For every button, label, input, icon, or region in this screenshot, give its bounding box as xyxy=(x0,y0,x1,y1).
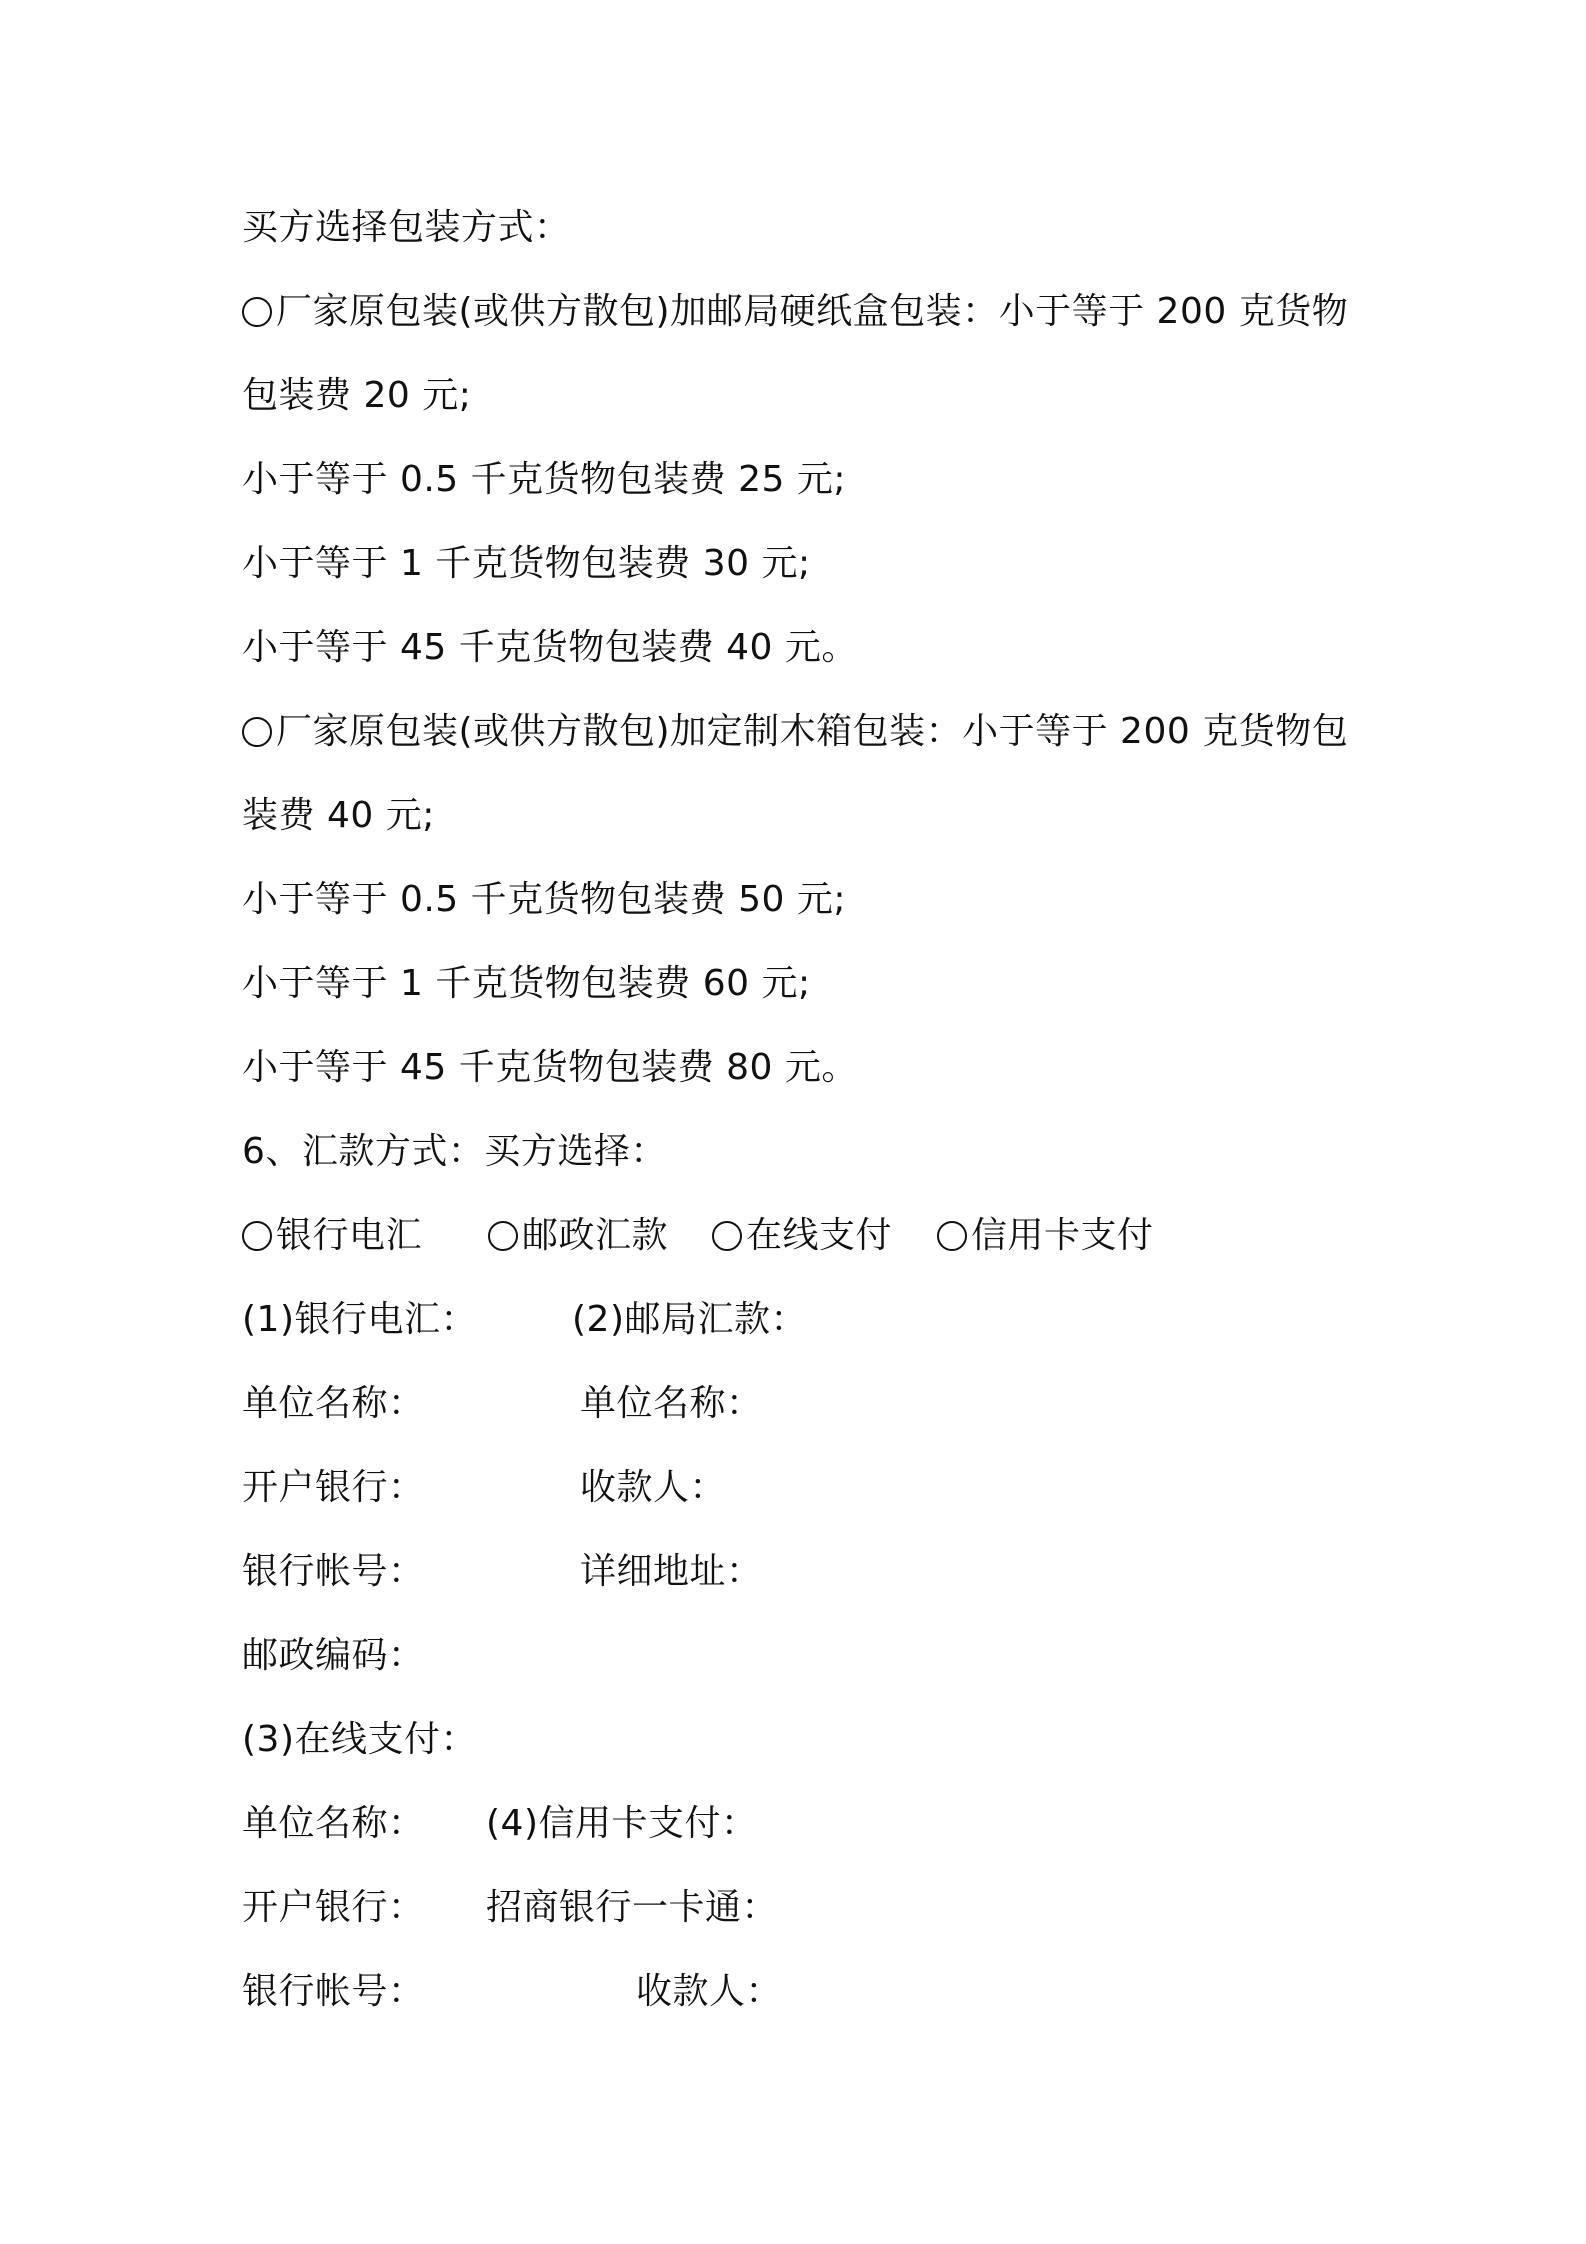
radio-circle-icon[interactable] xyxy=(242,1221,272,1251)
online-account: 银行帐号： xyxy=(242,1971,425,2012)
bank-name: 开户银行： xyxy=(242,1467,425,1508)
packaging-b-tier: 小于等于 0.5 千克货物包装费 50 元; xyxy=(242,879,846,920)
packaging-heading: 买方选择包装方式： xyxy=(242,207,571,248)
payment-heading: 6、汇款方式：买方选择： xyxy=(242,1131,667,1172)
payment-option-bank[interactable] xyxy=(242,1214,422,1258)
packaging-option-a[interactable] xyxy=(242,290,1348,334)
post-remit-title: (2)邮局汇款： xyxy=(572,1299,807,1340)
post-unit-name: 单位名称： xyxy=(580,1383,763,1424)
radio-circle-icon[interactable] xyxy=(242,297,272,327)
bank-unit-name: 单位名称： xyxy=(242,1383,425,1424)
payment-option-label: 邮政汇款 xyxy=(522,1215,669,1256)
packaging-option-b[interactable] xyxy=(242,710,1348,754)
packaging-a-tier: 小于等于 0.5 千克货物包装费 25 元; xyxy=(242,459,846,500)
online-title: (3)在线支付： xyxy=(242,1719,477,1760)
packaging-b-tier: 小于等于 45 千克货物包装费 80 元。 xyxy=(242,1047,858,1088)
credit-payee: 收款人： xyxy=(636,1971,783,2012)
online-unit-name: 单位名称： xyxy=(242,1803,425,1844)
packaging-option-a-cont: 包装费 20 元; xyxy=(242,375,472,416)
radio-circle-icon[interactable] xyxy=(712,1221,742,1251)
post-postcode: 邮政编码： xyxy=(242,1635,425,1676)
packaging-option-a-label: 厂家原包装(或供方散包)加邮局硬纸盒包装：小于等于 200 克货物 xyxy=(276,291,1349,332)
post-address: 详细地址： xyxy=(580,1551,763,1592)
payment-option-post[interactable] xyxy=(488,1214,668,1258)
packaging-a-tier: 小于等于 45 千克货物包装费 40 元。 xyxy=(242,627,858,668)
radio-circle-icon[interactable] xyxy=(937,1221,967,1251)
packaging-option-b-cont: 装费 40 元; xyxy=(242,795,435,836)
packaging-option-b-label: 厂家原包装(或供方散包)加定制木箱包装：小于等于 200 克货物包 xyxy=(276,711,1349,752)
payment-option-label: 在线支付 xyxy=(746,1215,893,1256)
radio-circle-icon[interactable] xyxy=(242,717,272,747)
credit-title: (4)信用卡支付： xyxy=(486,1803,758,1844)
credit-card: 招商银行一卡通： xyxy=(486,1887,779,1928)
post-payee: 收款人： xyxy=(580,1467,727,1508)
payment-option-label: 银行电汇 xyxy=(276,1215,423,1256)
payment-option-credit[interactable] xyxy=(937,1214,1154,1258)
payment-option-label: 信用卡支付 xyxy=(971,1215,1154,1256)
online-bank-name: 开户银行： xyxy=(242,1887,425,1928)
payment-option-online[interactable] xyxy=(712,1214,892,1258)
radio-circle-icon[interactable] xyxy=(488,1221,518,1251)
bank-account: 银行帐号： xyxy=(242,1551,425,1592)
packaging-b-tier: 小于等于 1 千克货物包装费 60 元; xyxy=(242,963,811,1004)
packaging-a-tier: 小于等于 1 千克货物包装费 30 元; xyxy=(242,543,811,584)
bank-transfer-title: (1)银行电汇： xyxy=(242,1299,477,1340)
